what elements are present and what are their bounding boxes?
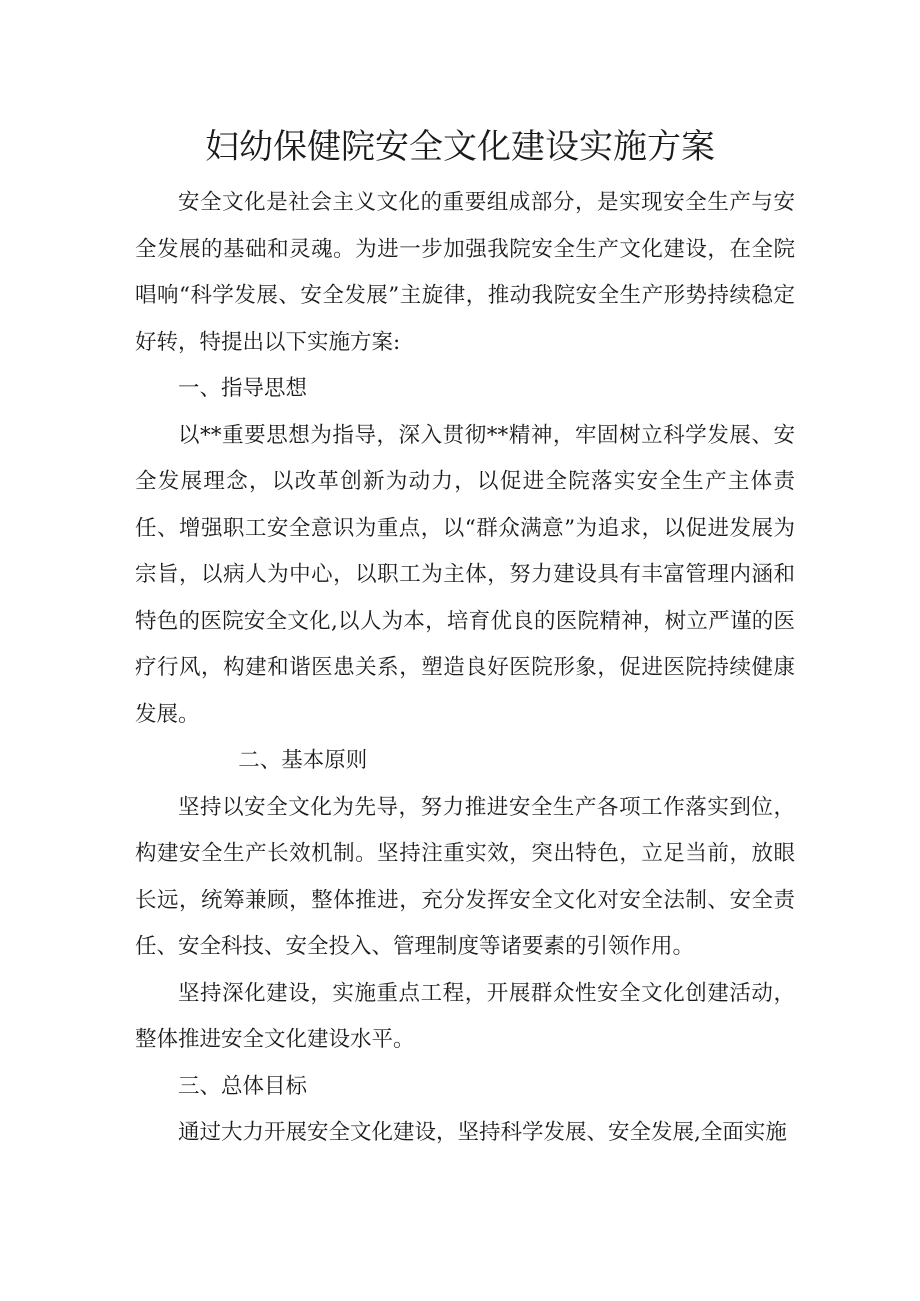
- basic-principles-paragraph-2: 坚持深化建设，实施重点工程，开展群众性安全文化创建活动，整体推进安全文化建设水平。: [135, 980, 795, 1052]
- overall-goals-paragraph: 通过大力开展安全文化建设，坚持科学发展、安全发展,全面实施: [178, 1120, 787, 1145]
- section-heading-basic-principles: 二、基本原则: [238, 748, 368, 773]
- basic-principles-paragraph-1: 坚持以安全文化为先导，努力推进安全生产各项工作落实到位，构建安全生产长效机制。坚持注重实效，突出特色，立足当前，放眼长远，统筹兼顾，整体推进，充分发挥安全文化对安全法制、安全责任、安全科技、安全投入、管理制度等诸要素的引领作用。: [135, 794, 795, 959]
- guiding-ideology-paragraph: 以**重要思想为指导，深入贯彻**精神，牢固树立科学发展、安全发展理念，以改革创新为动力，以促进全院落实安全生产主体责任、增强职工安全意识为重点，以“群众满意”为追求，以促进发展为宗旨，以病人为中心，以职工为主体，努力建设具有丰富管理内涵和特色的医院安全文化,以人为本，培育优良的医院精神，树立严谨的医疗行风，构建和谐医患关系，塑造良好医院形象，促进医院持续健康发展。: [135, 422, 795, 727]
- section-heading-overall-goals: 三、总体目标: [178, 1073, 308, 1099]
- document-body: [135, 180, 795, 1157]
- document-title: 妇幼保健院安全文化建设实施方案: [205, 127, 715, 167]
- section-heading-guiding-ideology: 一、指导思想: [178, 376, 308, 401]
- intro-paragraph: 安全文化是社会主义文化的重要组成部分，是实现安全生产与安全发展的基础和灵魂。为进一步加强我院安全生产文化建设，在全院唱响“科学发展、安全发展”主旋律，推动我院安全生产形势持续稳定好转，特提出以下实施方案:: [135, 190, 795, 355]
